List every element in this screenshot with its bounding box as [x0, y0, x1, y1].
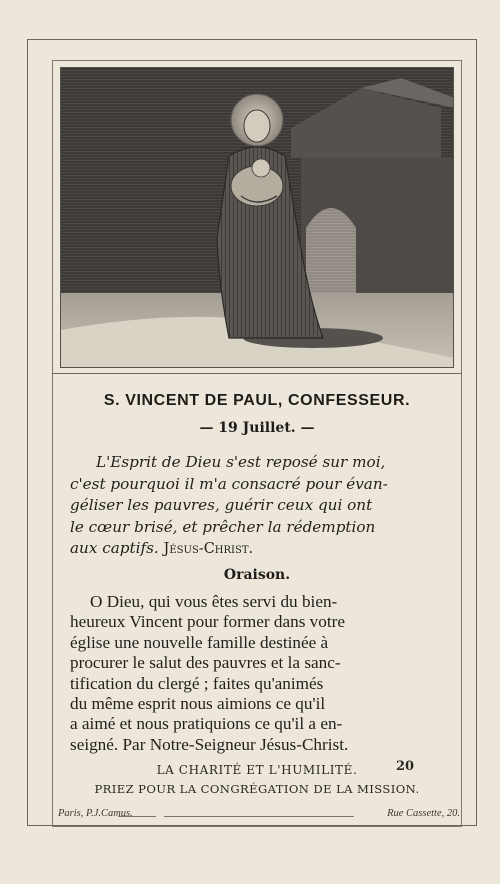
prayer-line: du même esprit nous aimions ce qu'il — [70, 694, 326, 714]
quote-line-last — [70, 538, 448, 561]
motto: LA CHARITÉ ET L'HUMILITÉ. — [156, 763, 358, 777]
prayer-text — [70, 592, 448, 755]
saint-engraving — [60, 67, 454, 368]
quote-author: Jésus-Christ. — [163, 541, 254, 558]
quote-line: L'Esprit de Dieu s'est reposé sur moi, — [96, 453, 386, 471]
feast-date: — 19 Juillet. — — [199, 420, 315, 436]
scripture-quote — [70, 452, 448, 561]
publisher-imprint: Paris, P.J.Camus. — [58, 808, 133, 819]
quote-line: c'est pourquoi il m'a consacré pour évan- — [70, 474, 388, 493]
section-divider — [52, 373, 462, 374]
prayer-line: procurer le salut des pauvres et la sanc- — [70, 653, 341, 673]
saint-title: S. VINCENT DE PAUL, CONFESSEUR. — [103, 392, 411, 409]
prayer-line: seigné. Par Notre-Seigneur Jésus-Christ. — [70, 734, 349, 754]
prayer-line: tification du clergé ; faites qu'animés — [70, 673, 324, 693]
prayer-title: Oraison. — [223, 567, 291, 583]
quote-line: le cœur brisé, et prêcher la rédemption — [70, 517, 376, 536]
prayer-line: O Dieu, qui vous êtes servi du bien- — [90, 592, 338, 611]
footer-rule-middle — [164, 816, 354, 817]
prayer-line: a aimé et nous pratiquions ce qu'il a en- — [70, 714, 343, 734]
prayer-request: PRIEZ POUR LA CONGRÉGATION DE LA MISSION. — [94, 782, 420, 796]
publisher-address: Rue Cassette, 20. — [387, 808, 460, 819]
plate-number: 20 — [396, 759, 415, 774]
prayer-line: heureux Vincent pour former dans votre — [70, 612, 345, 632]
quote-line: géliser les pauvres, guérir ceux qui ont — [70, 496, 373, 515]
prayer-line: église une nouvelle famille destinée à — [70, 632, 329, 652]
quote-line: aux captifs. — [70, 539, 159, 558]
